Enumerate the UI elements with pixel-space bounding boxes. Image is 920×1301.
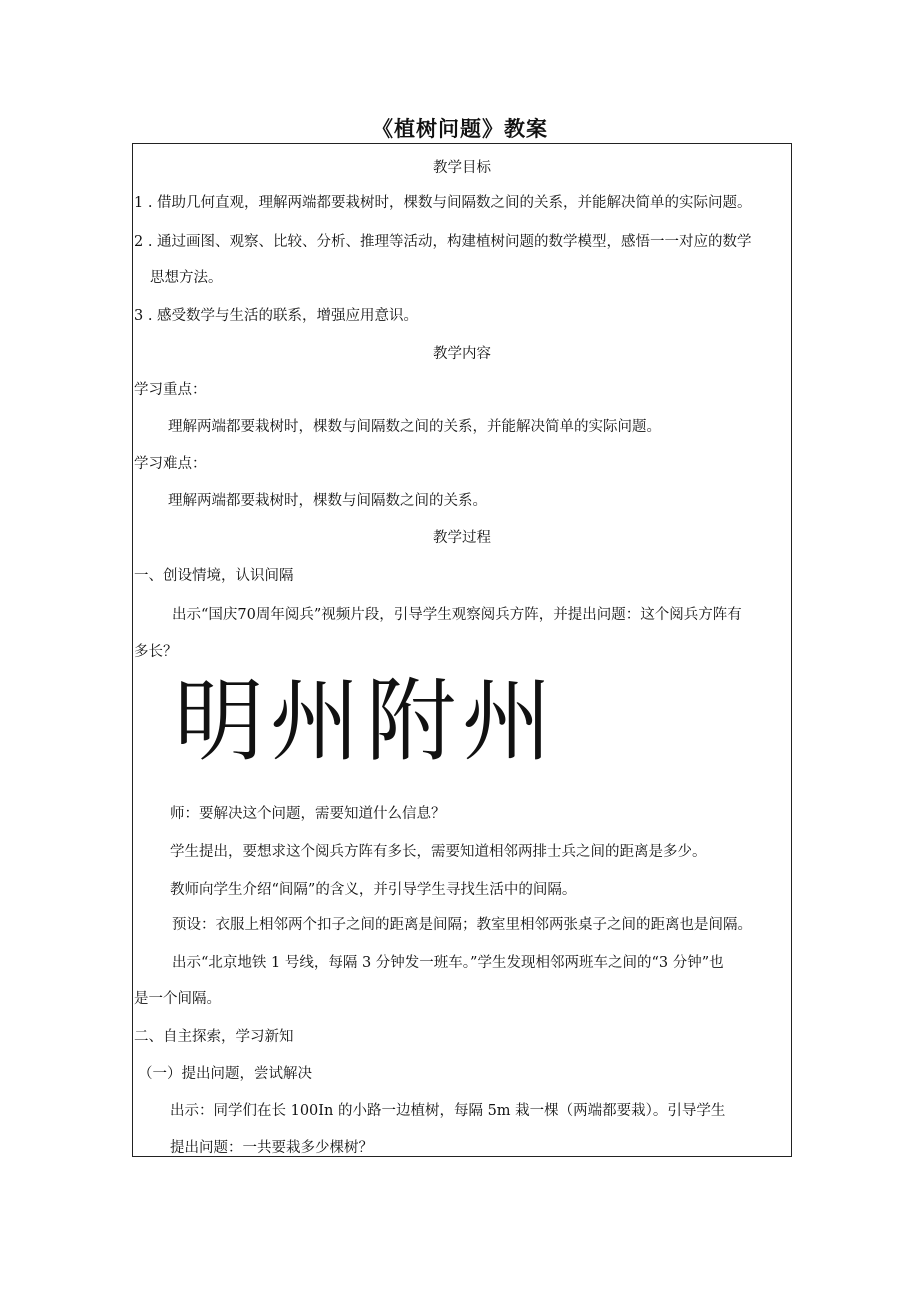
- content-heading: 教学内容: [433, 346, 491, 362]
- large-characters-image: 明州附州: [174, 669, 558, 774]
- paragraph-5: 预设：衣服上相邻两个扣子之间的距离是间隔；教室里相邻两张桌子之间的距离也是间隔。: [172, 917, 752, 933]
- paragraph-2: 师：要解决这个问题，需要知道什么信息？: [170, 806, 446, 822]
- paragraph-6-line-1: 出示“北京地铁 1 号线，每隔 3 分钟发一班车。”学生发现相邻两班车之间的“3 分钟”也: [172, 955, 724, 971]
- goals-heading: 教学目标: [433, 160, 491, 176]
- document-title: 《植树问题》教案: [372, 116, 548, 141]
- difficulty-label: 学习难点：: [134, 456, 207, 472]
- paragraph-8: 提出问题：一共要栽多少棵树？: [170, 1140, 373, 1156]
- focus-text: 理解两端都要栽树时，棵数与间隔数之间的关系，并能解决简单的实际问题。: [168, 419, 661, 435]
- focus-label: 学习重点：: [134, 382, 207, 398]
- difficulty-text: 理解两端都要栽树时，棵数与间隔数之间的关系。: [168, 493, 487, 509]
- paragraph-6-line-2: 是一个间隔。: [134, 991, 221, 1007]
- section-2-title: 二、自主探索，学习新知: [134, 1029, 294, 1045]
- paragraph-1-line-2: 多长？: [134, 644, 178, 660]
- goal-item-2-line-2: 思想方法。: [150, 270, 223, 286]
- goal-item-2-line-1: 2 . 通过画图、观察、比较、分析、推理等活动，构建植树问题的数学模型，感悟一一对应的数学: [134, 234, 752, 250]
- paragraph-4: 教师向学生介绍“间隔”的含义，并引导学生寻找生活中的间隔。: [170, 882, 577, 898]
- lesson-plan-table: [132, 143, 792, 1157]
- subsection-1-title: （一）提出问题，尝试解决: [138, 1066, 312, 1082]
- process-heading: 教学过程: [433, 530, 491, 546]
- paragraph-3: 学生提出，要想求这个阅兵方阵有多长，需要知道相邻两排士兵之间的距离是多少。: [170, 844, 707, 860]
- goal-item-3: 3 . 感受数学与生活的联系，增强应用意识。: [134, 308, 419, 324]
- paragraph-1-line-1: 出示“国庆70周年阅兵”视频片段，引导学生观察阅兵方阵，并提出问题：这个阅兵方阵有: [172, 607, 742, 623]
- paragraph-7: 出示：同学们在长 100In 的小路一边植树，每隔 5m 栽一棵（两端都要栽）。引导学生: [170, 1103, 726, 1119]
- section-1-title: 一、创设情境，认识间隔: [134, 568, 294, 584]
- goal-item-1: 1 . 借助几何直观，理解两端都要栽树时，棵数与间隔数之间的关系，并能解决简单的实际问题。: [134, 195, 752, 211]
